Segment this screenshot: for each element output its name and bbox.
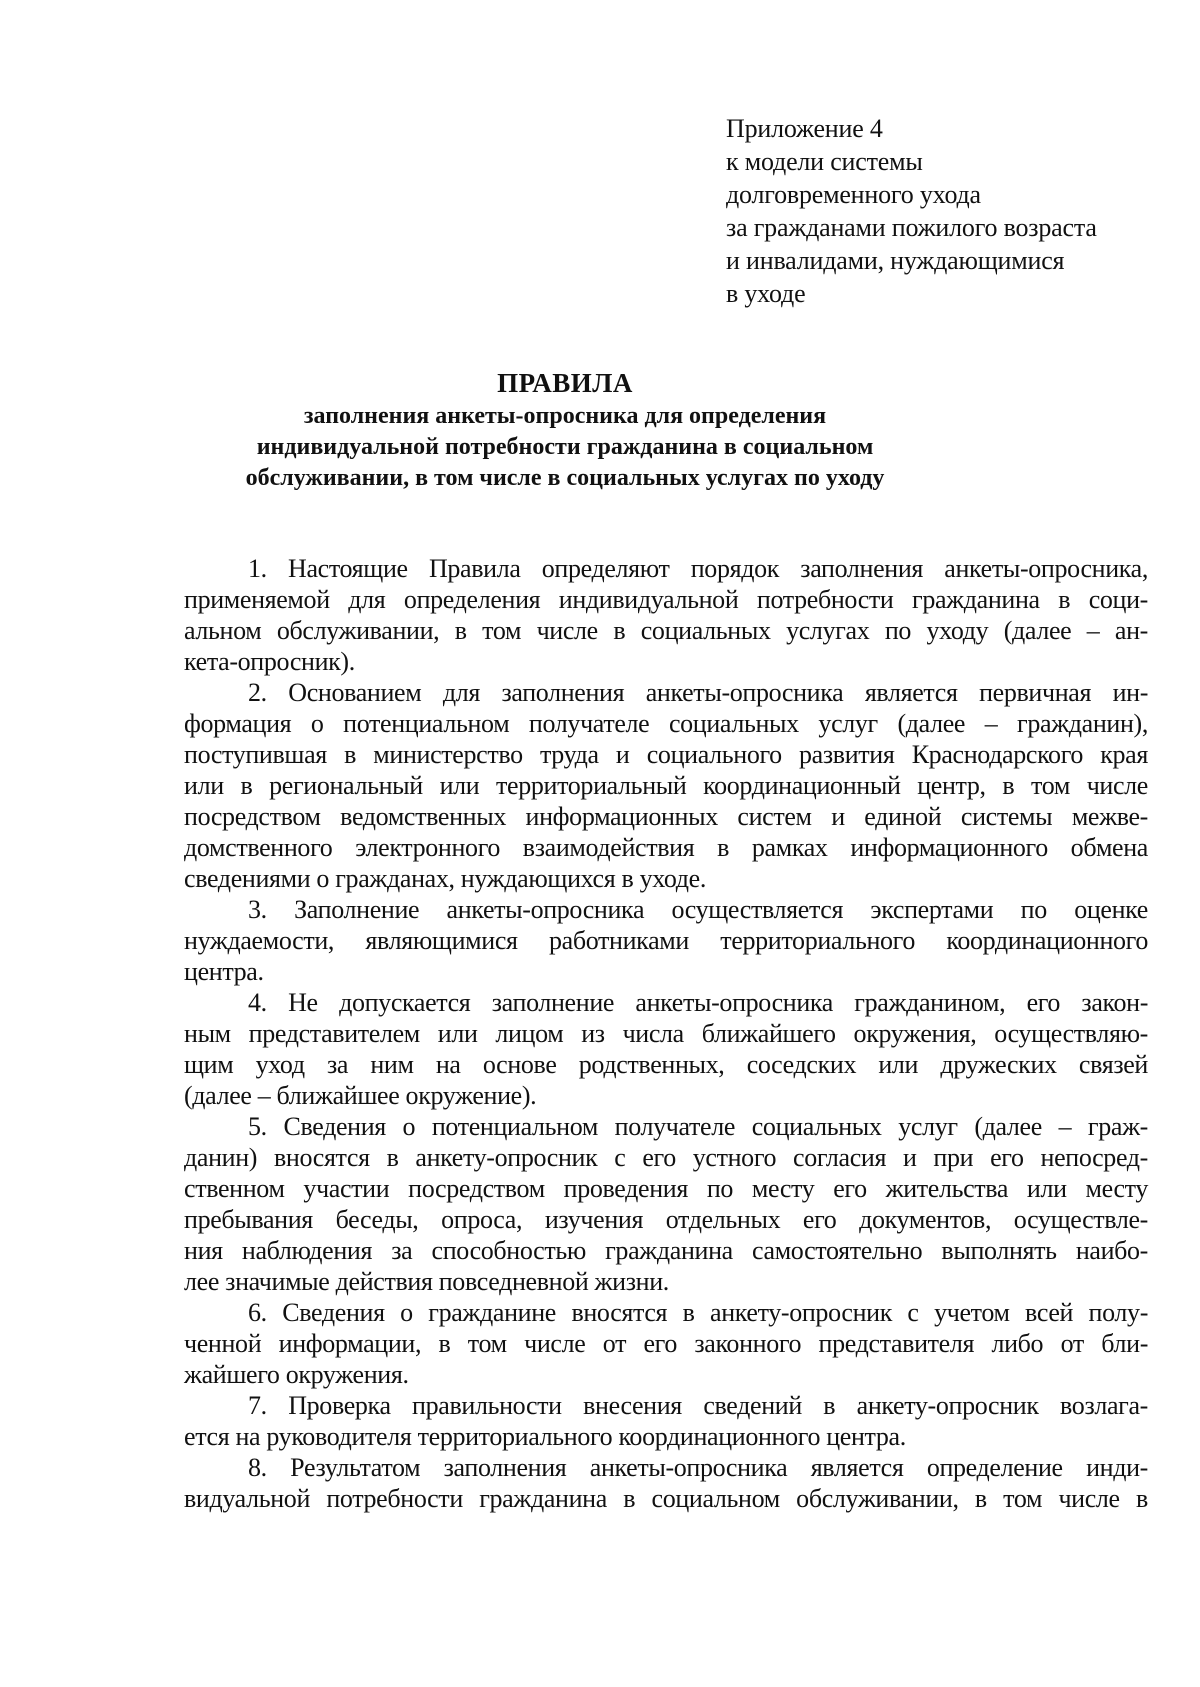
paragraph-line: ния наблюдения за способностью гражданина самостоятельно выполнять наибо- bbox=[184, 1236, 1148, 1265]
document-title bbox=[200, 366, 930, 494]
paragraph-line: жайшего окружения. bbox=[184, 1360, 409, 1389]
paragraph-8 bbox=[184, 1452, 1148, 1514]
document-body bbox=[184, 553, 1148, 1514]
paragraph-line: посредством ведомственных информационных систем и единой системы межве- bbox=[184, 802, 1148, 831]
paragraph-line: центра. bbox=[184, 957, 264, 986]
paragraph-line: домственного электронного взаимодействия в рамках информационного обмена bbox=[184, 833, 1148, 862]
paragraph-1 bbox=[184, 553, 1148, 677]
paragraph-line: ется на руководителя территориального координационного центра. bbox=[184, 1422, 906, 1451]
paragraph-2 bbox=[184, 677, 1148, 894]
appendix-reference bbox=[726, 112, 1166, 310]
paragraph-line: пребывания беседы, опроса, изучения отдельных его документов, осуществле- bbox=[184, 1205, 1148, 1234]
paragraph-4 bbox=[184, 987, 1148, 1111]
appendix-line: Приложение 4 bbox=[726, 114, 883, 143]
appendix-line: в уходе bbox=[726, 279, 806, 308]
paragraph-7 bbox=[184, 1390, 1148, 1452]
paragraph-line: или в региональный или территориальный координационный центр, в том числе bbox=[184, 771, 1148, 800]
paragraph-line: данин) вносятся в анкету-опросник с его устного согласия и при его непосред- bbox=[184, 1143, 1148, 1172]
appendix-line: за гражданами пожилого возраста bbox=[726, 213, 1097, 242]
subtitle-line: индивидуальной потребности гражданина в социальном bbox=[256, 434, 874, 460]
appendix-line: и инвалидами, нуждающимися bbox=[726, 246, 1065, 275]
paragraph-line: ным представителем или лицом из числа ближайшего окружения, осуществляю- bbox=[184, 1019, 1148, 1048]
appendix-line: долговременного ухода bbox=[726, 180, 981, 209]
paragraph-line: 1. Настоящие Правила определяют порядок заполнения анкеты-опросника, bbox=[248, 554, 1148, 583]
paragraph-6 bbox=[184, 1297, 1148, 1390]
paragraph-line: ченной информации, в том числе от его законного представителя либо от бли- bbox=[184, 1329, 1148, 1358]
paragraph-line: 3. Заполнение анкеты-опросника осуществляется экспертами по оценке bbox=[248, 895, 1148, 924]
paragraph-line: лее значимые действия повседневной жизни. bbox=[184, 1267, 669, 1296]
paragraph-line: формация о потенциальном получателе социальных услуг (далее – гражданин), bbox=[184, 709, 1148, 738]
paragraph-line: сведениями о гражданах, нуждающихся в уходе. bbox=[184, 864, 706, 893]
paragraph-line: альном обслуживании, в том числе в социальных услугах по уходу (далее – ан- bbox=[184, 616, 1148, 645]
paragraph-line: 6. Сведения о гражданине вносятся в анкету-опросник с учетом всей полу- bbox=[248, 1298, 1148, 1327]
paragraph-line: 7. Проверка правильности внесения сведений в анкету-опросник возлага- bbox=[248, 1391, 1148, 1420]
paragraph-line: кета-опросник). bbox=[184, 647, 355, 676]
paragraph-line: 4. Не допускается заполнение анкеты-опросника гражданином, его закон- bbox=[248, 988, 1148, 1017]
paragraph-line: поступившая в министерство труда и социального развития Краснодарского края bbox=[184, 740, 1148, 769]
paragraph-line: применяемой для определения индивидуальной потребности гражданина в соци- bbox=[184, 585, 1148, 614]
appendix-line: к модели системы bbox=[726, 147, 923, 176]
paragraph-line: (далее – ближайшее окружение). bbox=[184, 1081, 537, 1110]
paragraph-line: 8. Результатом заполнения анкеты-опросника является определение инди- bbox=[248, 1453, 1148, 1482]
paragraph-line: 5. Сведения о потенциальном получателе социальных услуг (далее – граж- bbox=[248, 1112, 1148, 1141]
title-main: ПРАВИЛА bbox=[497, 368, 633, 398]
paragraph-line: щим уход за ним на основе родственных, соседских или дружеских связей bbox=[184, 1050, 1148, 1079]
paragraph-line: нуждаемости, являющимися работниками территориального координационного bbox=[184, 926, 1148, 955]
paragraph-line: видуальной потребности гражданина в социальном обслуживании, в том числе в bbox=[184, 1484, 1148, 1513]
paragraph-line: 2. Основанием для заполнения анкеты-опросника является первичная ин- bbox=[248, 678, 1148, 707]
subtitle-line: обслуживании, в том числе в социальных услугах по уходу bbox=[245, 465, 885, 491]
title-subtitle bbox=[200, 401, 930, 494]
paragraph-5 bbox=[184, 1111, 1148, 1297]
paragraph-line: ственном участии посредством проведения по месту его жительства или месту bbox=[184, 1174, 1148, 1203]
subtitle-line: заполнения анкеты-опросника для определения bbox=[303, 403, 827, 429]
paragraph-3 bbox=[184, 894, 1148, 987]
